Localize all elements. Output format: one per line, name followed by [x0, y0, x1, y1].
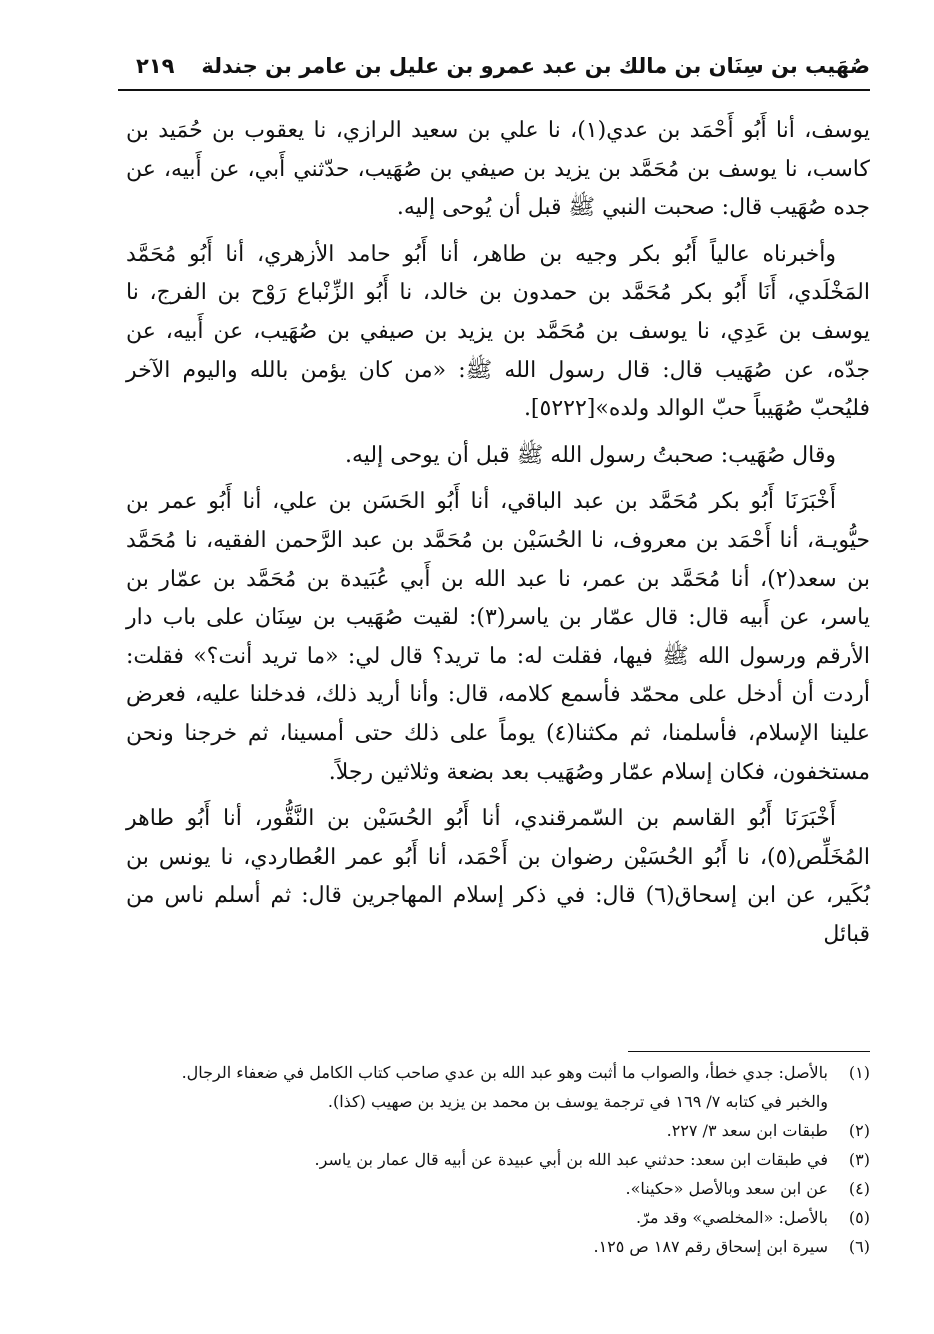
running-title: صُهَيب بن سِنَان بن مالك بن عبد عمرو بن عليل بن عامر بن جندلة: [201, 54, 870, 78]
footnote-text: طبقات ابن سعد ٣/ ٢٢٧.: [666, 1121, 828, 1140]
book-page: [118, 38, 870, 1318]
footnote-text: بالأصل: «المخلصي» وقد مرّ.: [635, 1208, 828, 1227]
footnote-text: والخبر في كتابه ٧/ ١٦٩ في ترجمة يوسف بن محمد بن يزيد بن صهيب (كذا).: [327, 1092, 828, 1111]
header-rule: [118, 89, 870, 91]
footnote-number: (٣): [848, 1150, 870, 1169]
paragraph-4: أَخْبَرَنَا أَبُو بكر مُحَمَّد بن عبد الباقي، أنا أَبُو الحَسَن بن علي، أنا أَبُو عمر بن حيُّويـة، أنا أَحْمَد بن معروف، نا الحُسَيْن بن مُحَمَّد بن عبد الرَّحمن الفقيه، نا مُحَمَّد بن سعد(٢)، أنا مُحَمَّد بن عمر، نا عبد الله بن أَبي عُبَيدة بن مُحَمَّد بن عمّار بن ياسر، عن أَبيه قال: قال عمّار بن ياسر(٣): لقيت صُهَيب بن سِنَان على باب دار الأرقم ورسول الله ﷺ فيها، فقلت له: ما تريد؟ قال لي: «ما تريد أنت؟» فقلت: أردت أن أدخل على محمّد فأسمع كلامه، قال: وأنا أريد ذلك، فدخلنا عليه، فعرض علينا الإسلام، فأسلمنا، ثم مكثنا(٤) يوماً على ذلك حتى أمسينا، ثم خرجنا ونحن مستخفون، فكان إسلام عمّار وصُهَيب بعد بضعة وثلاثين رجلاً.: [126, 489, 871, 785]
footnote-number: (٥): [848, 1208, 870, 1227]
paragraph-1: يوسف، أنا أَبُو أَحْمَد بن عدي(١)، نا علي بن سعيد الرازي، نا يعقوب بن حُمَيد بن كاسب، نا يوسف بن مُحَمَّد بن يزيد بن صيفي بن صُهَيب، حدّثني أَبي، عن أَبيه، عن جده صُهَيب قال: صحبت النبي ﷺ قبل أن يُوحى إليه.: [126, 118, 870, 221]
footnote-text: في طبقات ابن سعد: حدثني عبد الله بن أبي عبيدة عن أبيه قال عمار بن ياسر.: [314, 1150, 828, 1169]
footnote-number: (٦): [848, 1237, 870, 1256]
footnote-6: [126, 1232, 870, 1261]
paragraph-3: وقال صُهَيب: صحبتُ رسول الله ﷺ قبل أن يوحى إليه.: [345, 442, 836, 468]
footnote-1: [126, 1058, 870, 1087]
main-text: [126, 112, 870, 962]
page-number: ٢١٩: [136, 54, 175, 78]
footnote-text: بالأصل: جدي خطأ، والصواب ما أثبت وهو عبد الله بن عدي صاحب كتاب الكامل في ضعفاء الرجال.: [181, 1063, 828, 1082]
paragraph-5: أَخْبَرَنَا أَبُو القاسم بن السّمرقندي، أنا أَبُو الحُسَيْن بن النَّقُّور، أنا أَبُو طاهر المُخَلِّص(٥)، نا أَبُو الحُسَيْن رضوان بن أَحْمَد، أنا أَبُو عمر العُطاردي، نا يونس بن بُكَير، عن ابن إسحاق(٦) قال: في ذكر إسلام المهاجرين قال: ثم أسلم ناس من قبائل: [126, 806, 870, 947]
running-header: [118, 38, 870, 84]
footnote-number: (٢): [848, 1121, 870, 1140]
footnote-4: [126, 1174, 870, 1203]
footnote-1-continuation: [126, 1087, 870, 1116]
footnote-3: [126, 1145, 870, 1174]
footnote-5: [126, 1203, 870, 1232]
footnotes: [126, 1058, 870, 1261]
footnote-number: (١): [848, 1063, 870, 1082]
footnote-text: سيرة ابن إسحاق رقم ١٨٧ ص ١٢٥.: [593, 1237, 828, 1256]
footnote-text: عن ابن سعد وبالأصل «حكينا».: [625, 1179, 828, 1198]
paragraph-2: وأخبرناه عالياً أَبُو بكر وجيه بن طاهر، أنا أَبُو حامد الأزهري، أنا أَبُو مُحَمَّد المَخْلَدي، أَنَا أَبُو بكر مُحَمَّد بن حمدون بن خالد، نا أَبُو الزِّنْباع رَوْح بن الفرج، نا يوسف بن عَدِي، نا يوسف بن مُحَمَّد بن يزيد بن صيفي بن صُهَيب، عن أَبيه، عن جدّه، عن صُهَيب قال: قال رسول الله ﷺ: «من كان يؤمن بالله واليوم الآخر فليُحبّ صُهَيباً حبّ الوالد ولده»[٥٢٢٢].: [126, 241, 870, 422]
footnote-separator: [628, 1051, 870, 1052]
footnote-2: [126, 1116, 870, 1145]
footnote-number: (٤): [848, 1179, 870, 1198]
